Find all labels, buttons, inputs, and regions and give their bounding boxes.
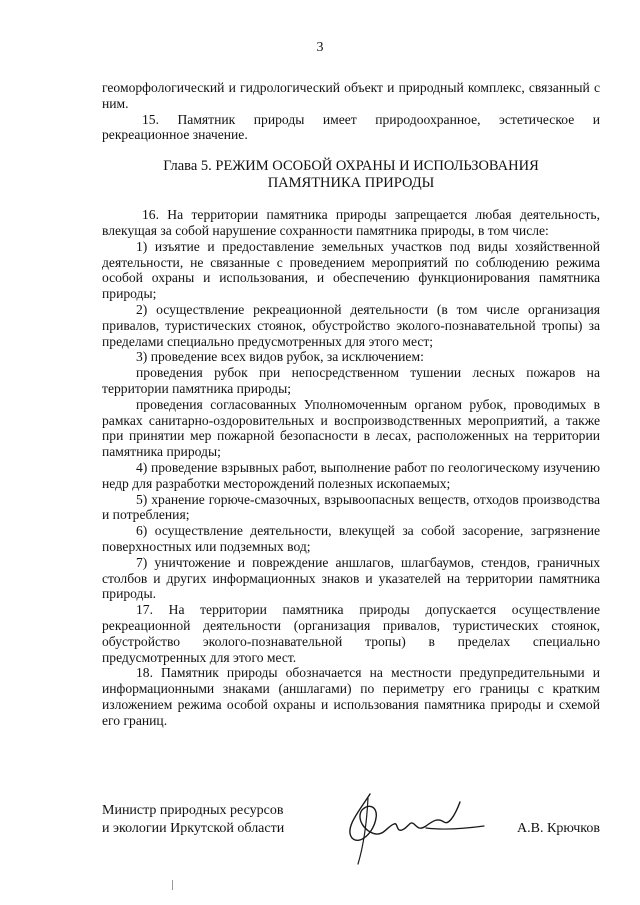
signatory-title-line1: Министр природных ресурсов bbox=[102, 803, 284, 818]
list-item: 4) проведение взрывных работ, выполнение работ по геологическому изучению недр для разработки месторождений полезных ископаемых; bbox=[102, 459, 600, 491]
list-item: проведения рубок при непосредственном тушении лесных пожаров на территории памятника природы; bbox=[102, 365, 600, 396]
list-item: 2) осуществление рекреационной деятельности (в том числе организация привалов, туристических стоянок, обустройство эколого-познавательной тропы) за пределами специально предусмотренных для этого мест; bbox=[102, 301, 600, 349]
handwritten-signature-icon bbox=[330, 788, 490, 868]
scan-artifact bbox=[172, 880, 173, 890]
signatory-name: А.В. Крючков bbox=[517, 821, 600, 836]
paragraph: 16. На территории памятника природы запрещается любая деятельность, влекущая за собой нарушение сохранности памятника природы, в том числе: bbox=[102, 207, 600, 238]
chapter-heading-line1: Глава 5. РЕЖИМ ОСОБОЙ ОХРАНЫ И ИСПОЛЬЗОВАНИЯ bbox=[163, 158, 539, 175]
signatory-title-line2: и экологии Иркутской области bbox=[102, 821, 285, 836]
chapter-heading bbox=[102, 158, 600, 192]
list-item: 3) проведение всех видов рубок, за исключением: bbox=[136, 349, 424, 365]
paragraph: 18. Памятник природы обозначается на местности предупредительными и информационными знаками (аншлагами) по периметру его границы с кратким изложением режима особой охраны и использования памятника природы и схемой его границ. bbox=[102, 665, 600, 728]
signature-block bbox=[102, 800, 600, 880]
page-number: 3 bbox=[316, 40, 324, 55]
list-item: 1) изъятие и предоставление земельных участков под виды хозяйственной деятельности, не связанные с проведением мероприятий по соблюдению режима особой охраны и использования, и обеспечению функционирования памятника природы; bbox=[102, 238, 600, 302]
paragraph: геоморфологический и гидрологический объект и природный комплекс, связанный с ним. bbox=[102, 80, 600, 111]
list-item: 6) осуществление деятельности, влекущей за собой засорение, загрязнение поверхностных или подземных вод; bbox=[102, 523, 600, 554]
paragraph: 15. Памятник природы имеет природоохранное, эстетическое и рекреационное значение. bbox=[102, 111, 600, 143]
list-item: проведения согласованных Уполномоченным органом рубок, проводимых в рамках санитарно-оздоровительных и воспроизводственных мероприятий, а также при принятии мер пожарной безопасности в лесах, расположенных на территории памятника природы; bbox=[102, 396, 600, 460]
paragraph: 17. На территории памятника природы допускается осуществление рекреационной деятельности (организация привалов, туристических стоянок, обустройство эколого-познавательной тропы) в пределах специально предусмотренных для этого мест. bbox=[102, 602, 600, 665]
list-item: 5) хранение горюче-смазочных, взрывоопасных веществ, отходов производства и потребления; bbox=[102, 491, 600, 523]
document-body bbox=[102, 80, 600, 728]
chapter-heading-line2: ПАМЯТНИКА ПРИРОДЫ bbox=[267, 175, 435, 192]
list-item: 7) уничтожение и повреждение аншлагов, шлагбаумов, стендов, граничных столбов и других информационных знаков и указателей на территории памятника природы. bbox=[102, 554, 600, 602]
